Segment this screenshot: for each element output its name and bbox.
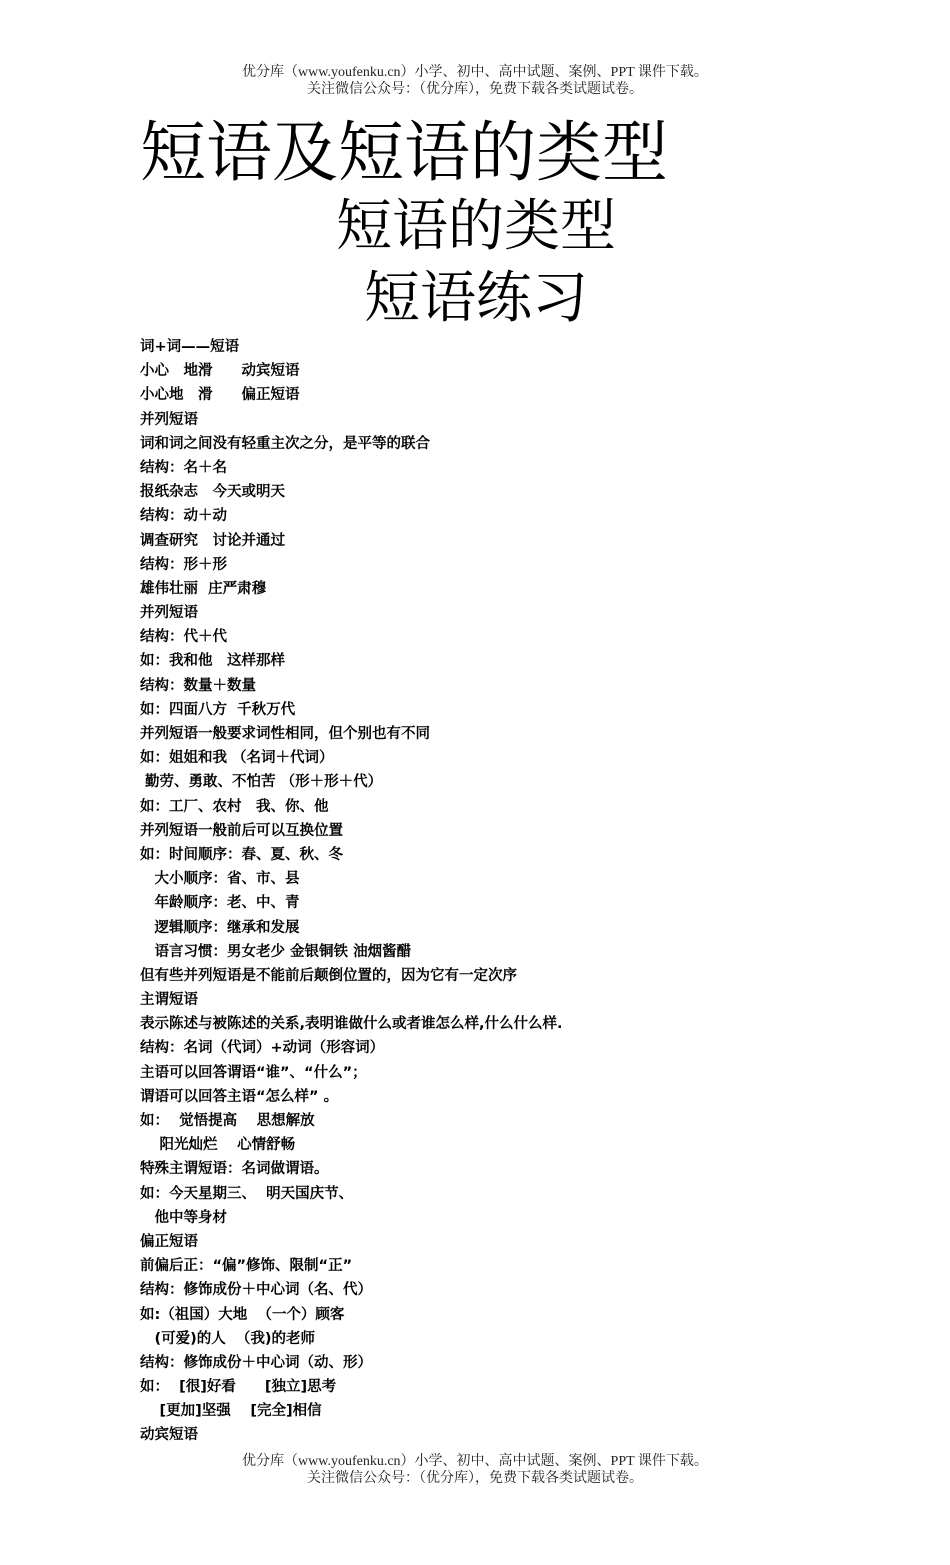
text-line: 结构：修饰成份＋中心词（动、形） (140, 1354, 372, 1371)
header-line-1: 优分库（www.youfenku.cn）小学、初中、高中试题、案例、PPT 课件下载。 (242, 65, 708, 80)
text-line: 主谓短语 (140, 992, 198, 1009)
text-line: 主语可以回答谓语“谁”、“什么”； (140, 1064, 367, 1081)
text-line: 如：四面八方 千秋万代 (140, 701, 296, 718)
text-line: 并列短语一般前后可以互换位置 (140, 822, 343, 839)
text-line: 结构：形＋形 (140, 556, 227, 573)
subtitle-practice: 短语练习 (364, 266, 588, 331)
text-line: 逻辑顺序：继承和发展 (140, 919, 300, 936)
text-line: 语言习惯：男女老少 金银铜铁 油烟酱醋 (140, 943, 412, 960)
text-line: 动宾短语 (140, 1427, 198, 1444)
text-line: 阳光灿烂 心情舒畅 (140, 1137, 296, 1154)
text-line: 小心 地滑 动宾短语 (140, 363, 300, 380)
text-line: 小心地 滑 偏正短语 (140, 387, 300, 404)
text-line: 雄伟壮丽 庄严肃穆 (140, 580, 267, 597)
text-line: 词+词——短语 (140, 339, 240, 355)
page-header (0, 64, 950, 98)
text-line: 如： [很]好看 [独立]思考 (140, 1379, 337, 1396)
text-line: 勤劳、勇敢、不怕苦 （形＋形＋代） (140, 774, 383, 791)
text-line: 如：今天星期三、 明天国庆节、 (140, 1185, 354, 1202)
text-line: 他中等身材 (140, 1209, 227, 1226)
text-line: 报纸杂志 今天或明天 (140, 484, 285, 501)
text-line: (可爱)的人 （我)的老师 (140, 1330, 315, 1347)
text-line: 年龄顺序：老、中、青 (140, 895, 300, 912)
footer-line-1: 优分库（www.youfenku.cn）小学、初中、高中试题、案例、PPT 课件下载。 (242, 1454, 708, 1469)
text-line: 如：工厂、农村 我、你、他 (140, 798, 329, 815)
text-line: 特殊主谓短语：名词做谓语。 (140, 1161, 329, 1178)
text-line: [更加]坚强 [完全]相信 (140, 1403, 322, 1420)
text-line: 结构：名＋名 (140, 459, 227, 476)
text-line: 结构：修饰成份＋中心词（名、代） (140, 1282, 372, 1299)
text-line: 如：我和他 这样那样 (140, 653, 285, 670)
main-title: 短语及短语的类型 (140, 114, 668, 191)
text-line: 偏正短语 (140, 1233, 198, 1250)
text-line: 并列短语一般要求词性相同，但个别也有不同 (140, 726, 430, 742)
text-line: 调查研究 讨论并通过 (140, 532, 285, 549)
text-line: 结构：数量＋数量 (140, 677, 256, 694)
text-line: 并列短语 (140, 411, 198, 428)
page-footer (0, 1453, 950, 1487)
text-line: 表示陈述与被陈述的关系,表明谁做什么或者谁怎么样,什么什么样. (140, 1016, 563, 1033)
text-line: 如： 觉悟提高 思想解放 (140, 1113, 315, 1129)
subtitle-types: 短语的类型 (336, 194, 616, 259)
text-line: 结构：名词（代词）+动词（形容词） (140, 1040, 385, 1057)
text-line: 前偏后正：“偏”修饰、限制“正” (140, 1258, 353, 1275)
text-line: 并列短语 (140, 605, 198, 622)
text-line: 如：时间顺序：春、夏、秋、冬 (140, 846, 343, 863)
text-line: 结构：代＋代 (140, 629, 227, 646)
text-line: 谓语可以回答主语“怎么样” 。 (140, 1088, 339, 1105)
text-line: 如：姐姐和我 （名词＋代词） (140, 750, 334, 767)
document-body (140, 335, 900, 1448)
text-line: 结构：动＋动 (140, 508, 227, 525)
text-line: 词和词之间没有轻重主次之分，是平等的联合 (140, 435, 430, 452)
text-line: 但有些并列短语是不能前后颠倒位置的，因为它有一定次序 (140, 967, 517, 984)
header-line-2: 关注微信公众号：（优分库），免费下载各类试题试卷。 (307, 82, 643, 97)
footer-line-2: 关注微信公众号：（优分库），免费下载各类试题试卷。 (307, 1471, 643, 1486)
text-line: 如:（祖国）大地 （一个）顾客 (140, 1306, 345, 1323)
text-line: 大小顺序：省、市、县 (140, 871, 300, 888)
